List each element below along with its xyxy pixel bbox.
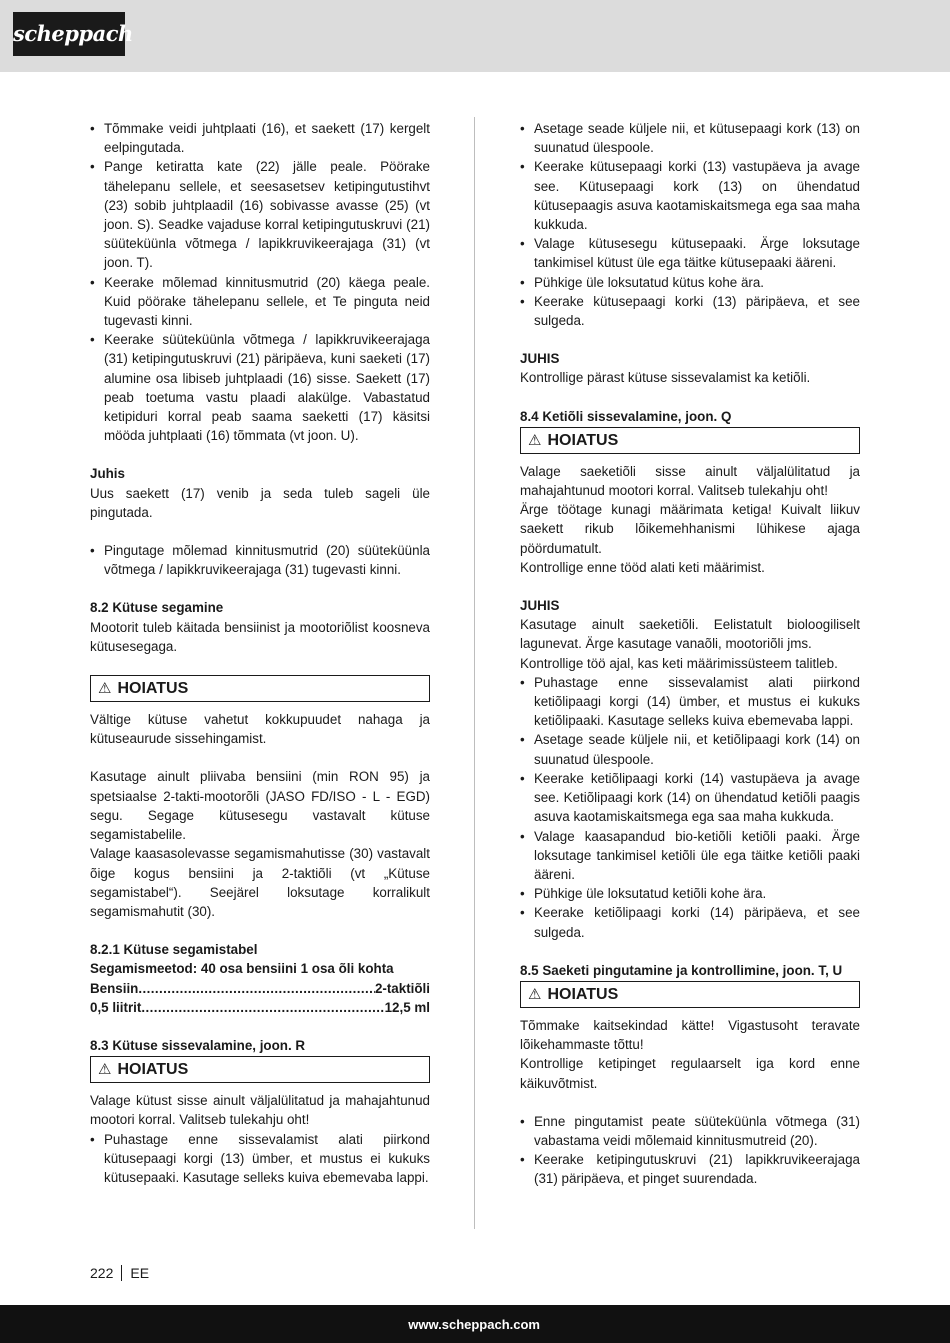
list-item: • Enne pingutamist peate süüteküünla võtmega (31) vabastama veidi mõlemaid kinnitusmutreid (20).	[520, 1112, 860, 1150]
warning-box	[520, 427, 860, 454]
list-item: • Keerake ketiõlipaagi korki (14) vastupäeva ja avage see. Ketiõlipaagi kork (14) on ühendatud ketiõli paagis asuva kaotamiskaitsmega ega saa maha kukkuda.	[520, 769, 860, 827]
list-item: • Pange ketiratta kate (22) jälle peale. Pöörake tähelepanu sellele, et seesasetsev ketipingutustihvt (23) sobib juhtplaadil (16) sobivasse avasse (25) (vt joon. S). Seadke vajaduse korral ketipingutuskruvi (21) süüteküünla võtmega / lapikkruvikeerajaga (31) (vt joon. T).	[90, 157, 430, 272]
list-item: • Keerake mõlemad kinnitusmutrid (20) käega peale. Kuid pöörake tähelepanu sellele, et Te pinguta neid tugevasti kinni.	[90, 273, 430, 331]
section-heading: 8.3 Kütuse sissevalamine, joon. R	[90, 1037, 306, 1053]
note-heading: Juhis	[90, 466, 125, 482]
list-item: • Keerake ketiõlipaagi korki (14) päripäeva, et see sulgeda.	[520, 903, 860, 941]
list-item: • Valage kütusesegu kütusepaaki. Ärge loksutage tankimisel kütust üle ega täitke kütusepaaki ääreni.	[520, 234, 860, 272]
note-text: Kontrollige pärast kütuse sissevalamist ka ketiõli.	[520, 370, 811, 386]
paragraph: Ärge töötage kunagi määrimata ketiga! Kuivalt liikuv saekett rikub lõikemehhanismi lühikese ajaga pöördumatult.	[520, 502, 860, 556]
mix-table-row: 0,5 liitrit ..... 12,5 ml	[90, 998, 430, 1017]
warning-icon: ⚠	[98, 1061, 112, 1079]
warning-label: HOIATUS	[117, 1061, 189, 1079]
list-item: • Keerake kütusepaagi korki (13) päripäeva, et see sulgeda.	[520, 292, 860, 330]
language-code: EE	[130, 1265, 150, 1281]
section-heading: 8.2 Kütuse segamine	[90, 600, 224, 616]
list-item: • Keerake kütusepaagi korki (13) vastupäeva ja avage see. Kütusepaagi kork (13) on ühendatud kütusepaagis asuva kaotamiskaitsmega ega saa maha kukkuda.	[520, 157, 860, 234]
section-heading: 8.2.1 Kütuse segamistabel	[90, 942, 258, 958]
note-heading: JUHIS	[520, 351, 560, 367]
mix-method: Segamismeetod: 40 osa bensiini 1 osa õli kohta	[90, 961, 394, 977]
paragraph: Kontrollige töö ajal, kas keti määrimissüsteem talitleb.	[520, 655, 838, 671]
warning-icon: ⚠	[98, 679, 112, 697]
list-item: • Pühkige üle loksutatud ketiõli kohe ära.	[520, 884, 860, 903]
list-item: • Asetage seade küljele nii, et kütusepaagi kork (13) on suunatud ülespoole.	[520, 119, 860, 157]
list-item: • Valage kaasapandud bio-ketiõli ketiõli paaki. Ärge loksutage tankimisel ketiõli üle ega täitke ketiõli paaki ääreni.	[520, 827, 860, 885]
paragraph: Valage saeketiõli sisse ainult väljalülitatud ja mahajahtunud mootori korral. Valitseb tulekahju oht!	[520, 463, 860, 499]
left-column	[90, 119, 430, 1187]
website-link[interactable]: www.scheppach.com	[408, 1317, 540, 1332]
warning-icon: ⚠	[528, 431, 542, 449]
list-item: • Tõmmake veidi juhtplaati (16), et saekett (17) kergelt eelpingutada.	[90, 119, 430, 157]
header-bar	[0, 0, 950, 72]
paragraph: Mootorit tuleb käitada bensiinist ja mootoriõlist koosneva kütusesegaga.	[90, 619, 430, 654]
warning-box	[90, 675, 430, 702]
warning-icon: ⚠	[528, 985, 542, 1003]
page-footer	[90, 1264, 149, 1283]
paragraph: Tõmmake kaitsekindad kätte! Vigastusoht teravate lõikehammaste tõttu!	[520, 1017, 860, 1053]
list-item: • Pühkige üle loksutatud kütus kohe ära.	[520, 273, 860, 292]
warning-label: HOIATUS	[547, 431, 619, 449]
list-item: • Pingutage mõlemad kinnitusmutrid (20) süüteküünla võtmega / lapikkruvikeerajaga (31) tugevasti kinni.	[90, 541, 430, 579]
paragraph: Valage kütust sisse ainult väljalülitatud ja mahajahtunud mootori korral. Valitseb tulekahju oht!	[90, 1093, 430, 1128]
section-heading: 8.5 Saeketi pingutamine ja kontrollimine, joon. T, U	[520, 962, 843, 978]
column-divider	[474, 117, 475, 1229]
list-item: • Keerake süüteküünla võtmega / lapikkruvikeerajaga (31) ketipingutuskruvi (21) päripäeva, kuni saeketi (17) alumine osa libiseb juhtplaadi (16) sisse. Saekett (17) peab toetuma vastu plaadi alakülge. Vabastatud ketipiduri korral peab saama saeketti (17) käsitsi mööda juhtplaati (16) tõmmata (vt joon. U).	[90, 330, 430, 445]
list-item: • Puhastage enne sissevalamist alati piirkond ketiõlipaagi korgi (14) ümber, et mustus ei kukuks ketiõlipaaki. Kasutage selleks kuiva ebemevaba lappi.	[520, 673, 860, 731]
paragraph: Kasutage ainult pliivaba bensiini (min RON 95) ja spetsiaalse 2-takti-mootorõli (JASO FD/ISO - L - EGD) segu. Segage kütusesegu vastavalt kütuse segamistabelile.	[90, 769, 430, 843]
list-item: • Keerake ketipingutuskruvi (21) lapikkruvikeerajaga (31) päripäeva, et pinget suurendada.	[520, 1150, 860, 1188]
warning-box	[520, 981, 860, 1008]
paragraph: Valage kaasasolevasse segamismahutisse (30) vastavalt õige kogus bensiini ja 2-taktiõli (vt „Kütuse segamistabel“). Seejärel loksutage korralikult segamismahutit (30).	[90, 846, 430, 919]
section-heading: 8.4 Ketiõli sissevalamine, joon. Q	[520, 408, 732, 424]
warning-label: HOIATUS	[117, 679, 189, 697]
paragraph: Kontrollige enne tööd alati keti määrimist.	[520, 559, 765, 575]
warning-label: HOIATUS	[547, 985, 619, 1003]
paragraph: Vältige kütuse vahetut kokkupuudet nahaga ja kütuseaurude sissehingamist.	[90, 712, 430, 747]
list-item: • Asetage seade küljele nii, et ketiõlipaagi kork (14) on suunatud ülespoole.	[520, 730, 860, 768]
mix-table-row: Bensiin ..... 2-taktiõli	[90, 979, 430, 998]
brand-logo: scheppach	[13, 12, 125, 56]
footer-bar	[0, 1305, 950, 1343]
paragraph: Kasutage ainult saeketiõli. Eelistatult bioloogiliselt lagunevat. Ärge kasutage vanaõli, mootoriõli jms.	[520, 617, 860, 652]
page-number: 222	[90, 1265, 114, 1281]
right-column	[520, 119, 860, 1189]
note-heading: JUHIS	[520, 598, 560, 614]
warning-box	[90, 1056, 430, 1083]
list-item: • Puhastage enne sissevalamist alati piirkond kütusepaagi korgi (13) ümber, et mustus ei kukuks kütusepaaki. Kasutage selleks kuiva ebemevaba lappi.	[90, 1130, 430, 1188]
note-text: Uus saekett (17) venib ja seda tuleb sageli üle pingutada.	[90, 485, 430, 520]
paragraph: Kontrollige ketipinget regulaarselt iga kord enne käikuvõtmist.	[520, 1056, 860, 1091]
